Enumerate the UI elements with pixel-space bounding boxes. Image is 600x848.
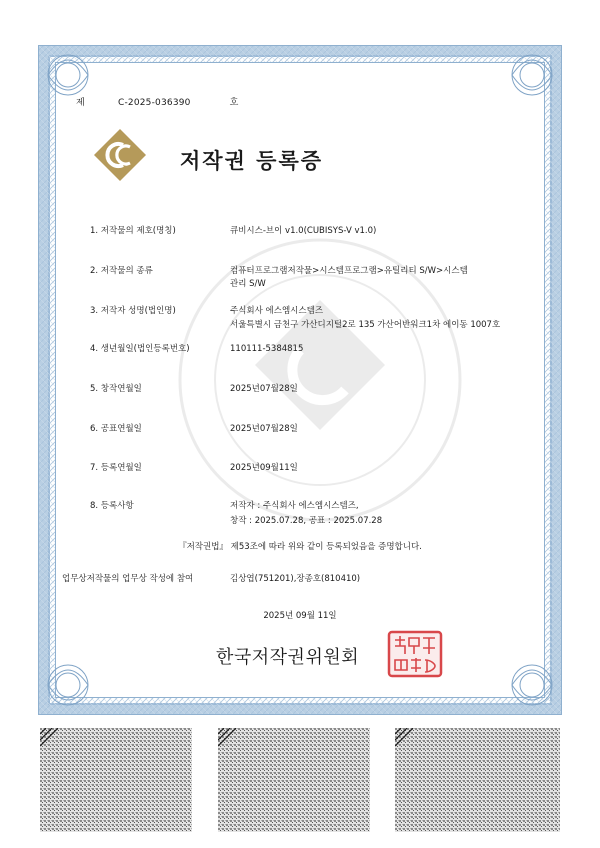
field-value: 주식회사 에스엠시스템즈 (230, 306, 324, 316)
field-label: 3. 저작자 성명(법인명) (90, 306, 176, 316)
field-value: 2025년07월28일 (230, 424, 298, 434)
field-label: 1. 저작물의 제호(명칭) (90, 226, 176, 236)
registration-number: C-2025-036390 (117, 98, 191, 108)
field-label: 5. 창작연월일 (90, 384, 142, 394)
work-for-hire-value: 김상엽(751201),장종호(810410) (230, 574, 361, 584)
field-value: 컴퓨터프로그램저작물>시스템프로그램>유틸리티 S/W>시스템 관리 S/W (230, 266, 468, 289)
registration-prefix: 제 (76, 98, 85, 108)
registration-suffix: 호 (229, 98, 239, 108)
cc-copyright-logo-icon (92, 127, 148, 183)
field-value-address: 서울특별시 금천구 가산디지털2로 135 가산어반워크1차 에이동 1007호 (230, 320, 501, 330)
security-pattern-icon (40, 728, 192, 832)
security-code-2 (218, 728, 370, 832)
work-for-hire-row (62, 572, 361, 584)
issuer-name: 한국저작권위원회 (216, 647, 360, 668)
issue-date: 2025년 09월 11일 (263, 611, 337, 621)
official-seal-icon (387, 630, 443, 678)
field-value: 110111-5384815 (230, 344, 304, 354)
field-value: 2025년09월11일 (230, 463, 298, 473)
field-value: 저작자 : 주식회사 에스엠시스템즈, (230, 501, 359, 511)
security-pattern-icon (395, 728, 560, 832)
field-label: 4. 생년월일(법인등록번호) (90, 344, 190, 354)
work-for-hire-label: 업무상저작물의 업무상 작성에 참여 (62, 574, 194, 584)
security-code-1 (40, 728, 192, 832)
field-value: 큐비시스-브이 v1.0(CUBISYS-V v1.0) (230, 226, 377, 236)
registration-number-line (76, 95, 239, 108)
field-value: 2025년07월28일 (230, 384, 298, 394)
field-label: 6. 공표연월일 (90, 424, 142, 434)
document-title: 저작권 등록증 (180, 149, 324, 173)
certification-notice: 『저작권법』 제53조에 따라 위와 같이 등록되었음을 증명합니다. (178, 542, 422, 552)
security-pattern-icon (218, 728, 370, 832)
security-code-3 (395, 728, 560, 832)
field-label: 8. 등록사항 (90, 501, 134, 511)
field-value-details: 창작 : 2025.07.28, 공표 : 2025.07.28 (230, 516, 383, 526)
field-label: 2. 저작물의 종류 (90, 266, 153, 276)
field-label: 7. 등록연월일 (90, 463, 142, 473)
